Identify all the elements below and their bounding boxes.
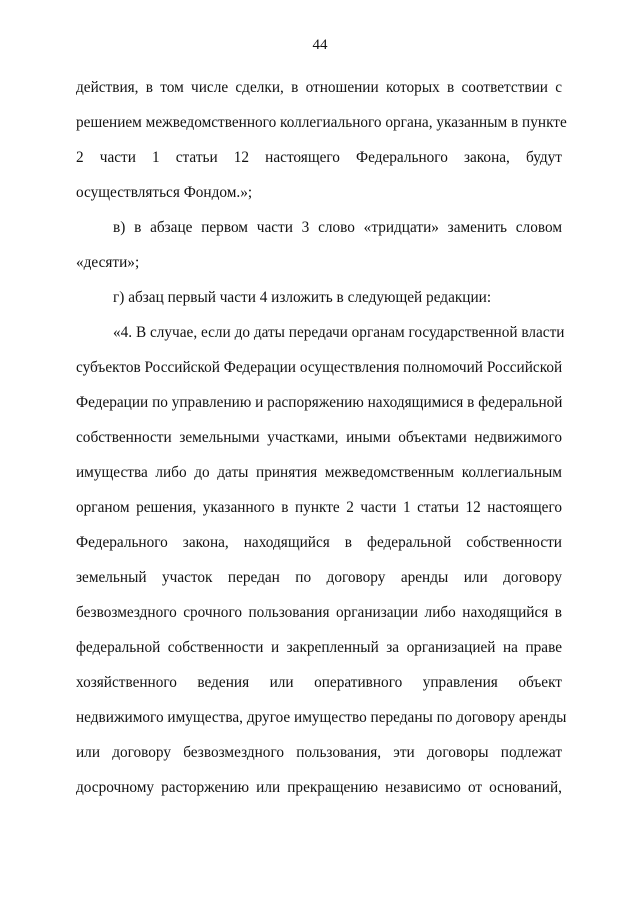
text-line: собственности земельными участками, иными объектами недвижимого	[76, 429, 562, 446]
text-line: «десяти»;	[76, 254, 140, 271]
text-line: «4. В случае, если до даты передачи органам государственной власти	[113, 324, 565, 341]
text-line: хозяйственного ведения или оперативного управления объект	[76, 674, 562, 691]
text-line: или договору безвозмездного пользования, эти договоры подлежат	[76, 744, 562, 761]
paragraph-item-g	[76, 280, 562, 315]
text-line: органом решения, указанного в пункте 2 части 1 статьи 12 настоящего	[76, 499, 562, 516]
text-line: г) абзац первый части 4 изложить в следующей редакции:	[113, 289, 492, 306]
text-line: имущества либо до даты принятия межведомственным коллегиальным	[76, 464, 562, 481]
text-line: в) в абзаце первом части 3 слово «тридцати» заменить словом	[113, 219, 562, 236]
text-line: действия, в том числе сделки, в отношении которых в соответствии с	[76, 79, 562, 96]
paragraph-item-v	[76, 210, 562, 280]
text-line: Федерального закона, находящийся в федеральной собственности	[76, 534, 562, 551]
text-line: земельный участок передан по договору аренды или договору	[76, 569, 562, 586]
text-line: решением межведомственного коллегиального органа, указанным в пункте	[76, 114, 567, 131]
text-line: безвозмездного срочного пользования организации либо находящийся в	[76, 604, 562, 621]
paragraph-quoted-part-4	[76, 315, 567, 805]
page-number: 44	[312, 37, 328, 53]
paragraph-continuation	[76, 70, 567, 210]
text-line: 2 части 1 статьи 12 настоящего Федерального закона, будут	[76, 149, 562, 166]
text-line: федеральной собственности и закрепленный за организацией на праве	[76, 639, 562, 656]
text-line: субъектов Российской Федерации осуществления полномочий Российской	[76, 359, 563, 376]
text-line: осуществляться Фондом.»;	[76, 184, 253, 201]
text-line: недвижимого имущества, другое имущество переданы по договору аренды	[76, 709, 567, 726]
text-line: Федерации по управлению и распоряжению находящимися в федеральной	[76, 394, 563, 411]
text-line: досрочному расторжению или прекращению независимо от оснований,	[76, 779, 562, 796]
document-body	[76, 70, 567, 805]
